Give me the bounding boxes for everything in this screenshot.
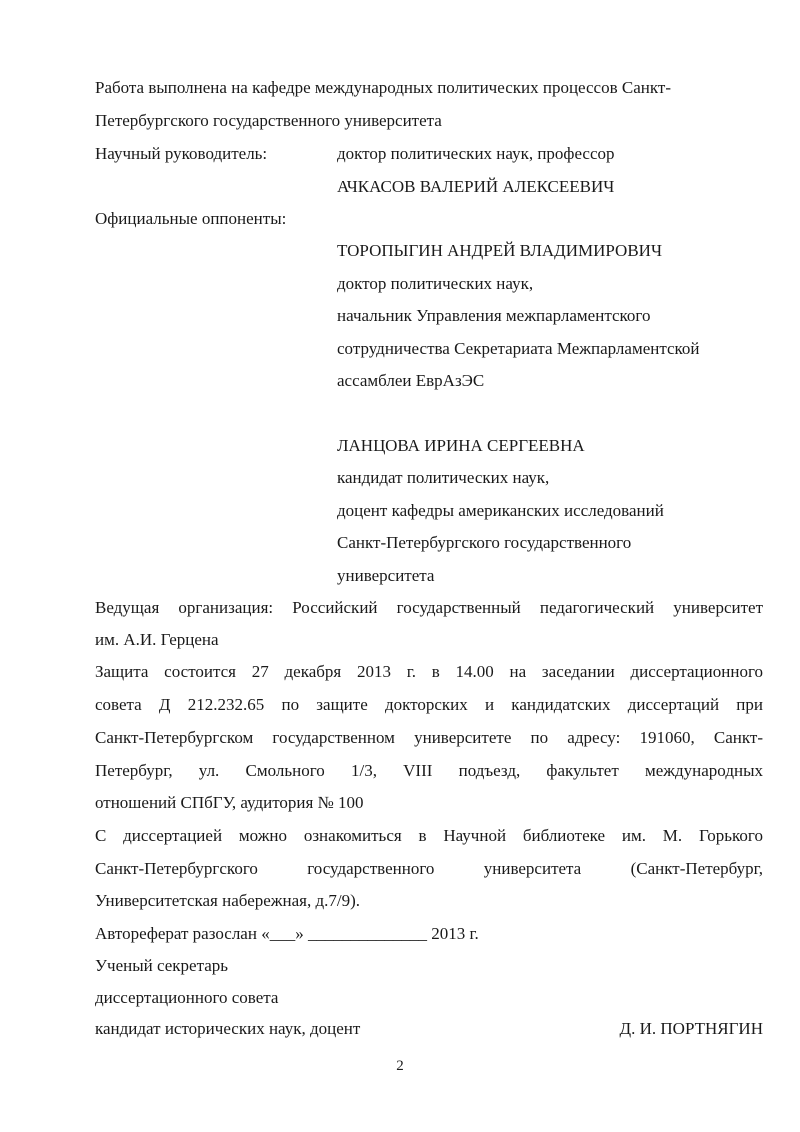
opponent-2-name: ЛАНЦОВА ИРИНА СЕРГЕЕВНА	[337, 436, 585, 455]
opponent-1-line: начальник Управления межпарламентского	[337, 306, 651, 325]
secretary-name: Д. И. ПОРТНЯГИН	[619, 1019, 763, 1038]
month-blank: ______________	[307, 924, 427, 943]
library-line: С диссертацией можно ознакомиться в Научной библиотеке им. М. Горького	[95, 826, 763, 845]
sent-date-line	[95, 923, 479, 945]
opponent-2-line: университета	[337, 566, 435, 585]
defense-line: совета Д 212.232.65 по защите докторских и кандидатских диссертаций при	[95, 695, 763, 714]
sent-suffix: 2013 г.	[426, 924, 479, 943]
page-number: 2	[396, 1058, 404, 1074]
supervisor-label: Научный руководитель:	[95, 144, 268, 163]
secretary-line-1: Ученый секретарь	[95, 956, 229, 975]
day-blank: ___	[269, 924, 296, 943]
intro-line-1: Работа выполнена на кафедре международных политических процессов Санкт-	[95, 78, 671, 97]
sent-prefix: Автореферат разослан «	[95, 924, 270, 943]
secretary-signature-row	[95, 1018, 763, 1040]
defense-line: Санкт-Петербургском государственном университете по адресу: 191060, Санкт-	[95, 728, 763, 747]
opponent-2-line: Санкт-Петербургского государственного	[337, 533, 632, 552]
opponent-1-line: сотрудничества Секретариата Межпарламентской	[337, 339, 700, 358]
secretary-line-2: диссертационного совета	[95, 988, 279, 1007]
defense-line-last: отношений СПбГУ, аудитория № 100	[95, 793, 364, 812]
opponent-1-line: ассамблеи ЕврАзЭС	[337, 371, 485, 390]
leading-org-line-1: Ведущая организация: Российский государственный педагогический университет	[95, 598, 763, 617]
sent-mid: »	[295, 924, 308, 943]
library-line-last: Университетская набережная, д.7/9).	[95, 891, 361, 910]
defense-line: Защита состоится 27 декабря 2013 г. в 14.00 на заседании диссертационного	[95, 662, 763, 681]
leading-org-line-2: им. А.И. Герцена	[95, 630, 219, 649]
secretary-line-3: кандидат исторических наук, доцент	[95, 1019, 361, 1038]
supervisor-name: АЧКАСОВ ВАЛЕРИЙ АЛЕКСЕЕВИЧ	[337, 177, 615, 196]
opponents-label: Официальные оппоненты:	[95, 209, 287, 228]
intro-line-2: Петербургского государственного университета	[95, 111, 442, 130]
defense-line: Петербург, ул. Смольного 1/3, VIII подъезд, факультет международных	[95, 761, 763, 780]
opponent-2-line: доцент кафедры американских исследований	[337, 501, 664, 520]
opponent-1-name: ТОРОПЫГИН АНДРЕЙ ВЛАДИМИРОВИЧ	[337, 241, 662, 260]
library-line: Санкт-Петербургского государственного университета (Санкт-Петербург,	[95, 859, 763, 878]
supervisor-degree: доктор политических наук, профессор	[337, 144, 615, 163]
opponent-1-line: доктор политических наук,	[337, 274, 534, 293]
opponent-2-line: кандидат политических наук,	[337, 468, 550, 487]
